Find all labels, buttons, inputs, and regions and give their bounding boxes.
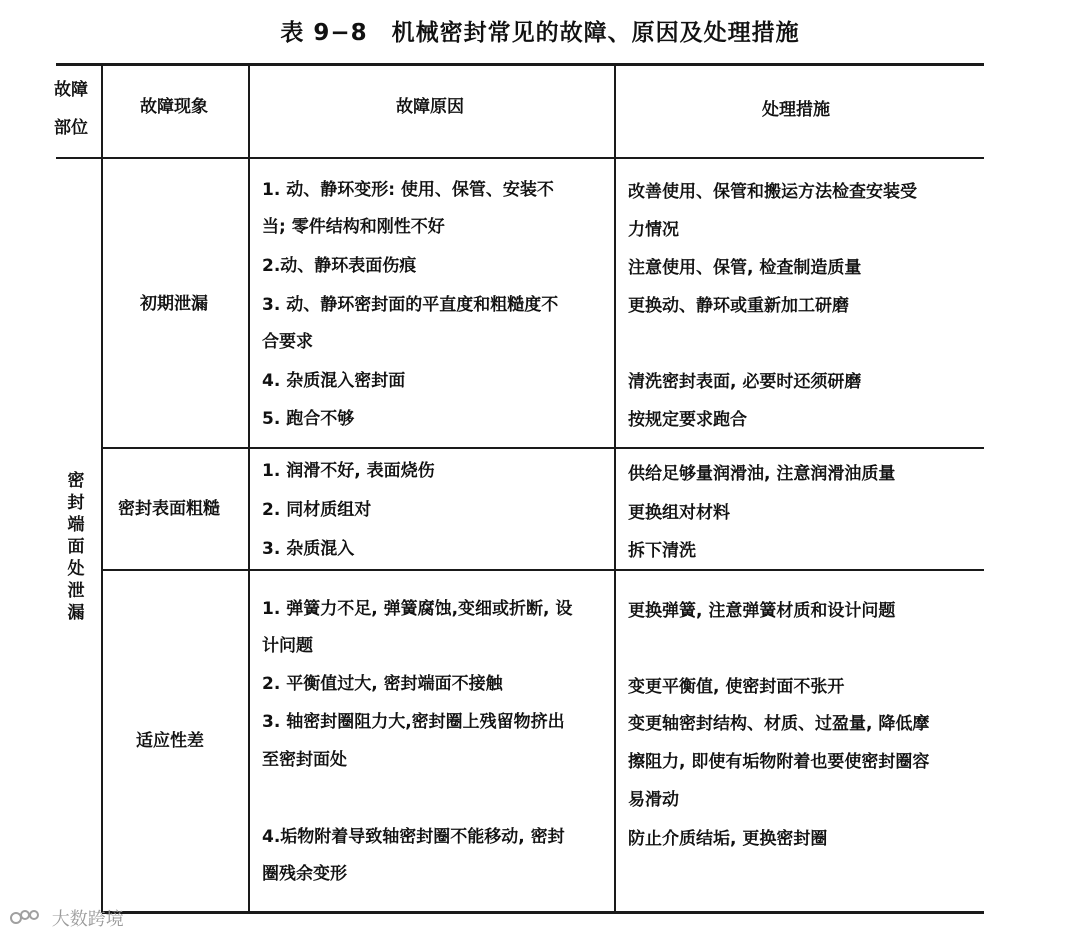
measure-line: 变更轴密封结构、材质、过盈量, 降低摩 [628,714,930,734]
watermark-text: 大数跨境 [51,909,124,930]
measure-line: 变更平衡值, 使密封面不张开 [628,677,845,697]
column-divider-phenomenon [248,63,250,913]
measure-line: 供给足够量润滑油, 注意润滑油质量 [628,464,896,484]
table-top-rule [56,63,984,66]
cause-line: 1. 弹簧力不足, 弹簧腐蚀,变细或折断, 设 [262,599,573,619]
row-divider-2 [102,569,984,571]
cause-line: 3. 轴密封圈阻力大,密封圈上残留物挤出 [262,712,565,732]
cause-line: 1. 润滑不好, 表面烧伤 [262,461,435,481]
header-bottom-rule [56,157,984,159]
cause-line: 3. 杂质混入 [262,539,355,559]
cause-line: 合要求 [262,332,313,352]
watermark-logo-icon [10,908,44,933]
measure-line: 防止介质结垢, 更换密封圈 [628,829,828,849]
cause-line: 圈残余变形 [262,864,347,884]
measure-line: 改善使用、保管和搬运方法检查安装受 [628,182,917,202]
measure-line: 擦阻力, 即使有垢物附着也要使密封圈容 [628,752,930,772]
header-part-line2: 部位 [54,118,88,138]
row-divider-1 [102,447,984,449]
measure-line: 更换动、静环或重新加工研磨 [628,296,849,316]
fault-part-label: 密封端面处泄漏 [67,471,85,623]
cause-line: 4.垢物附着导致轴密封圈不能移动, 密封 [262,827,565,847]
table-title: 表 9−8 机械密封常见的故障、原因及处理措施 [280,20,800,46]
phenomenon-poor-adaptability: 适应性差 [136,731,204,751]
phenomenon-rough-surface: 密封表面粗糙 [118,499,220,519]
cause-line: 2. 同材质组对 [262,500,372,520]
cause-line: 当; 零件结构和刚性不好 [262,217,445,237]
phenomenon-initial-leak: 初期泄漏 [140,294,208,314]
column-divider-cause [614,63,616,913]
measure-line: 力情况 [628,220,679,240]
cause-line: 3. 动、静环密封面的平直度和粗糙度不 [262,295,559,315]
measure-line: 更换弹簧, 注意弹簧材质和设计问题 [628,601,896,621]
cause-line: 5. 跑合不够 [262,409,355,429]
measure-line: 注意使用、保管, 检查制造质量 [628,258,862,278]
cause-line: 2. 平衡值过大, 密封端面不接触 [262,674,503,694]
measure-line: 拆下清洗 [628,541,696,561]
measure-line: 更换组对材料 [628,503,730,523]
measure-line: 易滑动 [628,790,679,810]
cause-line: 4. 杂质混入密封面 [262,371,406,391]
table-bottom-rule [102,911,984,914]
watermark [10,905,124,933]
cause-line: 2.动、静环表面伤痕 [262,256,417,276]
cause-line: 1. 动、静环变形: 使用、保管、安装不 [262,180,554,200]
cause-line: 至密封面处 [262,750,347,770]
measure-line: 按规定要求跑合 [628,410,747,430]
cause-line: 计问题 [262,636,313,656]
header-measure: 处理措施 [762,100,830,120]
column-divider-part [101,63,103,913]
header-part-line1: 故障 [54,80,88,100]
measure-line: 清洗密封表面, 必要时还须研磨 [628,372,862,392]
header-cause: 故障原因 [396,97,464,117]
header-phenomenon: 故障现象 [140,97,208,117]
